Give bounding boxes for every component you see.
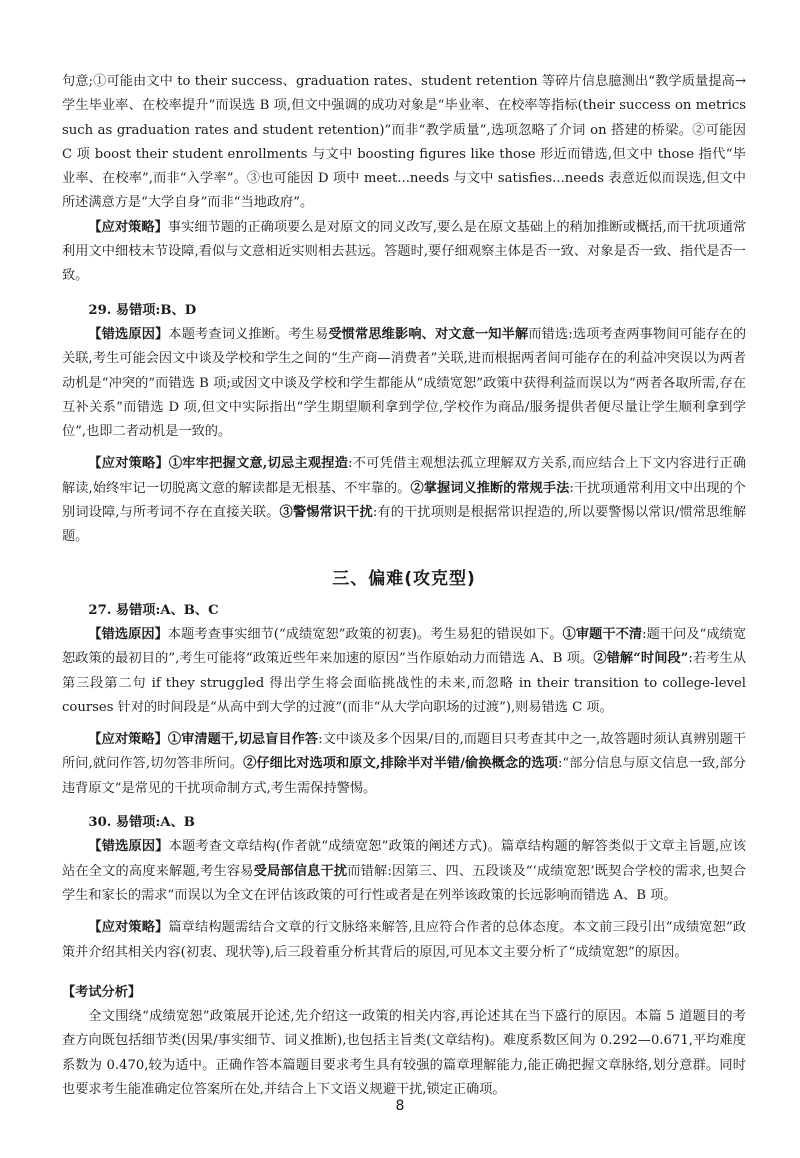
q27-reason xyxy=(62,623,746,720)
reason-emphasis: ②错解“时间段” xyxy=(593,651,689,667)
reason-text: 本题考查事实细节(“成绩宽恕”政策的初衷)。考生易犯的错误如下。 xyxy=(167,626,563,642)
q29-strategy xyxy=(62,452,746,549)
q27-strategy xyxy=(62,728,746,801)
paragraph-top: 句意;①可能由文中 to their success、graduation rates、student retention 等碎片信息臆测出“教学质量提高→学生毕业率、在校率提升”而误选 B 项,但文中强调的成功对象是“毕业率、在校率等指标(their success on metrics such as graduation rates and student retention)”而非“教学质量”,选项忽略了介词 on 搭建的桥梁。②可能因 C 项 boost their student enrollments 与文中 boosting figures like those 形近而错选,但文中 those 指代“毕业率、在校率”,而非“入学率”。③也可能因 D 项中 meet...needs 与文中 satisfies...needs 表意近似而误选,但文中所述满意方是“大学自身”而非“当地政府”。 xyxy=(62,74,746,211)
reason-label: 【错选原因】 xyxy=(88,839,169,855)
q29-reason xyxy=(62,323,746,444)
page-body xyxy=(62,70,746,1102)
strategy-text: :干扰项通常利用文中出现的个别词设障,与所考词不存在直接关联。 xyxy=(62,480,746,521)
strategy-point: ①牢牢把握文意,切忌主观捏造 xyxy=(168,456,349,472)
reason-text: :题干问及“成绩宽恕政策的最初目的”,考生可能将“政策近些年来加速的原因”当作原始动力而错选 A、B 项。 xyxy=(62,626,747,667)
reason-text: 而错解:因第三、四、五段谈及“‘成绩宽恕’既契合学校的需求,也契合学生和家长的需求”而误以为全文在评估该政策的可行性或者是在列举该政策的长远影响而错选 A、B 项。 xyxy=(62,863,747,903)
strategy-text: :有的干扰项则是根据常识捏造的,所以要警惕以常识/惯常思维解题。 xyxy=(62,505,747,545)
page-number: 8 xyxy=(395,1098,405,1114)
q30-reason xyxy=(62,835,746,908)
reason-label: 【错选原因】 xyxy=(88,326,169,342)
reason-text: :若考生从第三段第二句 if they struggled 得出学生将会面临挑战性的未来,而忽略 in their transition to college-level courses 针对的时间段是“从高中到大学的过渡”(而非“从大学向职场的过渡”),则易错选 C 项。 xyxy=(62,651,747,715)
exam-analysis-heading: 【考试分析】 xyxy=(62,984,142,1000)
strategy-label: 【应对策略】 xyxy=(88,920,169,936)
reason-text: 而错选:选项考查两事物间可能存在的关联,考生可能会因文中谈及学校和学生之间的“生产商—消费者”关联,进而根据两者间可能存在的利益冲突误以为两者动机是“冲突的”而错选 B 项;或因文中谈及学校和学生都能从“成绩宽恕”政策中获得利益而误以为“两者各取所需,存在互补关系”而错选 D 项,但文中实际指出“学生期望顺利拿到学位,学校作为商品/服务提供者便尽量让学生顺利拿到学位”,也即二者动机是一致的。 xyxy=(62,326,747,440)
strategy-point: ②掌握词义推断的常规手法 xyxy=(410,480,570,496)
strategy-label: 【应对策略】 xyxy=(88,456,169,472)
strategy-point: ③警惕常识干扰 xyxy=(279,505,373,521)
strategy-text: 篇章结构题需结合文章的行文脉络来解答,且应符合作者的总体态度。本文前三段引出“成绩宽恕”政策并介绍其相关内容(初衷、现状等),后三段着重分析其背后的原因,可见本文主要分析了“成绩宽恕”的原因。 xyxy=(62,920,747,960)
q29-heading: 29. 易错项:B、D xyxy=(88,302,197,318)
strategy-label: 【应对策略】 xyxy=(88,732,168,748)
reason-emphasis: ①审题干不清 xyxy=(562,626,643,642)
reason-emphasis: 受局部信息干扰 xyxy=(253,863,348,879)
q27-heading: 27. 易错项:A、B、C xyxy=(88,602,219,618)
strategy-text: 事实细节题的正确项要么是对原文的同义改写,要么是在原文基础上的稍加推断或概括,而干扰项通常利用文中细枝末节设障,看似与文意相近实则相去甚远。答题时,要仔细观察主体是否一致、对象是否一致、指代是否一致。 xyxy=(62,219,747,284)
strategy-text: :不可凭借主观想法孤立理解双方关系,而应结合上下文内容进行正确解读,始终牢记一切脱离文意的解读都是无根基、不牢靠的。 xyxy=(62,456,747,496)
exam-analysis-text: 全文围绕“成绩宽恕”政策展开论述,先介绍这一政策的相关内容,再论述其在当下盛行的原因。本篇 5 道题目的考查方向既包括细节类(因果/事实细节、词义推断),也包括主旨类(文章结构)。难度系数区间为 0.292—0.671,平均难度系数为 0.470,较为适中。正确作答本篇题目要求考生具有较强的篇章理解能力,能正确把握文章脉络,划分意群。同时也要求考生能准确定位答案所在处,并结合上下文语义规避干扰,锁定正确项。 xyxy=(62,1009,746,1097)
reason-text: 本题考查文章结构(作者就“成绩宽恕”政策的阐述方式)。篇章结构题的解答类似于文章主旨题,应该站在全文的高度来解题,考生容易 xyxy=(62,839,746,879)
strategy-point: ①审清题干,切忌盲目作答 xyxy=(167,732,319,748)
q30-strategy xyxy=(62,916,746,965)
strategy-text: :文中谈及多个因果/目的,而题目只考查其中之一,故答题时须认真辨别题干所问,就问作答,切勿答非所问。 xyxy=(62,732,747,772)
reason-emphasis: 受惯常思维影响、对文意一知半解 xyxy=(328,326,529,342)
strategy-paragraph-28 xyxy=(62,216,746,289)
reason-label: 【错选原因】 xyxy=(88,626,168,642)
strategy-text: :“部分信息与原文信息一致,部分违背原文”是常见的干扰项命制方式,考生需保持警惕。 xyxy=(62,756,746,796)
section-title: 三、偏难(攻克型) xyxy=(332,568,476,589)
q30-heading: 30. 易错项:A、B xyxy=(88,815,195,831)
strategy-point: ②仔细比对选项和原文,排除半对半错/偷换概念的选项 xyxy=(243,756,558,772)
strategy-label: 【应对策略】 xyxy=(88,219,168,235)
reason-text: 本题考查词义推断。考生易 xyxy=(168,326,329,342)
